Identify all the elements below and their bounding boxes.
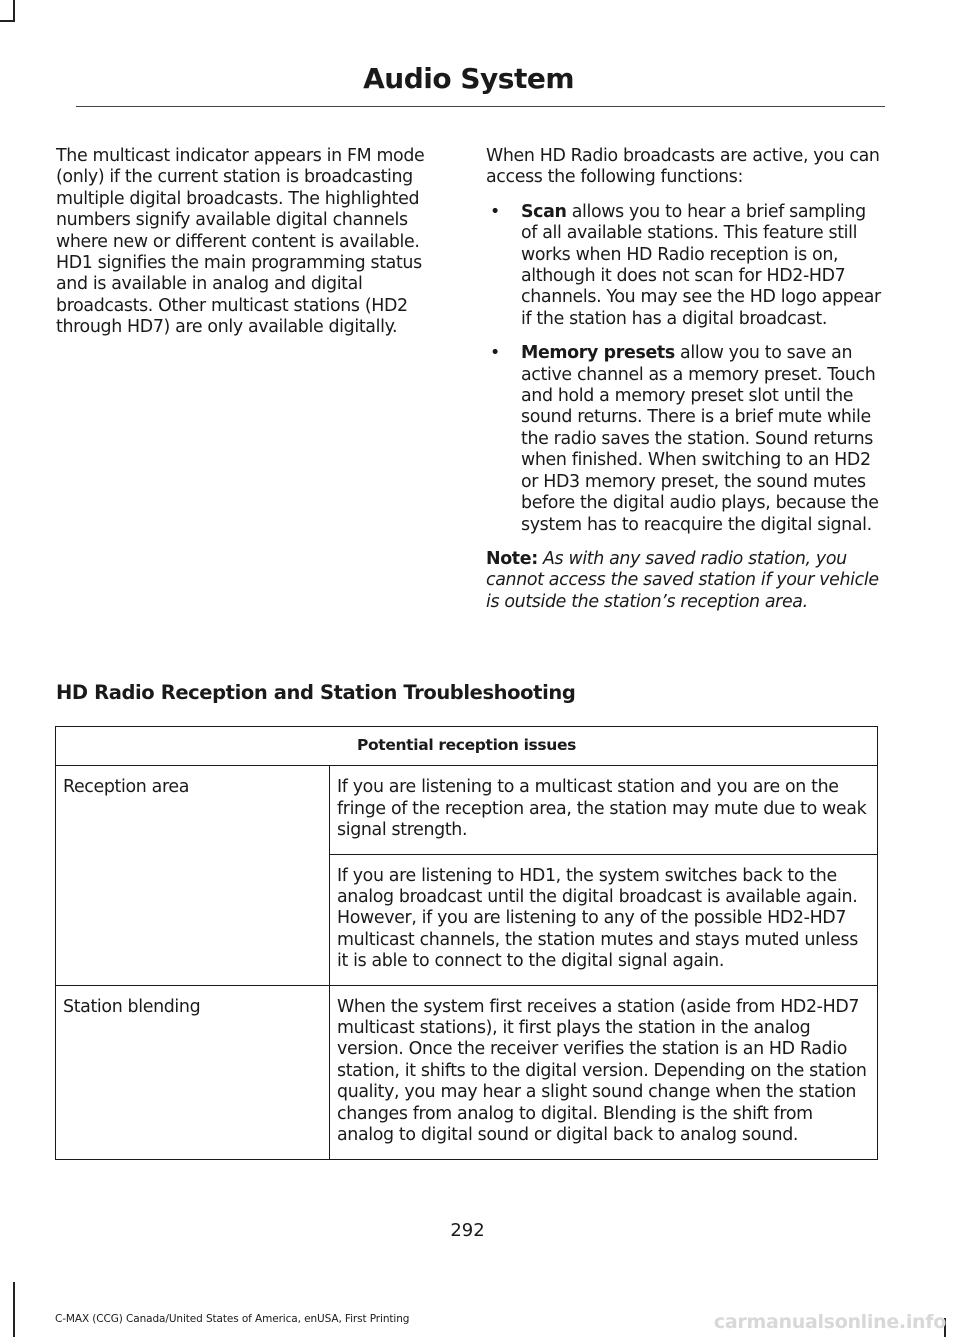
crop-mark-top-left-horizontal <box>0 20 15 22</box>
watermark: carmanualsonline.info <box>713 1311 946 1333</box>
page-number: 292 <box>450 1220 485 1241</box>
functions-list <box>486 202 882 536</box>
list-item-memory-presets <box>486 343 882 536</box>
note-text: As with any saved radio station, you cannot access the saved station if your vehicle is outside the station’s reception area. <box>486 548 879 612</box>
table-header-row <box>56 727 878 766</box>
right-column <box>486 146 882 626</box>
left-column <box>56 146 451 352</box>
reception-issues-table <box>55 726 878 1160</box>
list-item-term: Memory presets <box>521 343 675 364</box>
list-item-term: Scan <box>521 201 567 222</box>
page-title: Audio System <box>363 62 574 95</box>
table-header: Potential reception issues <box>56 727 878 766</box>
section-heading: HD Radio Reception and Station Troubleshooting <box>56 681 576 704</box>
row-label-reception-area: Reception area <box>56 766 330 985</box>
table-row <box>56 985 878 1159</box>
footer-text: C-MAX (CCG) Canada/United States of America, enUSA, First Printing <box>55 1313 410 1325</box>
multicast-paragraph: The multicast indicator appears in FM mode (only) if the current station is broadcasting multiple digital broadcasts. The highlighted numbers signify available digital channels where new or different content is available. HD1 signifies the main programming status and is available in analog and digital broadcasts. Other multicast stations (HD2 through HD7) are only available digitally. <box>56 146 425 338</box>
list-item-scan <box>486 202 882 330</box>
note-label: Note: <box>486 548 538 569</box>
row-text: If you are listening to a multicast station and you are on the fringe of the reception area, the station may mute due to weak signal strength. <box>330 766 878 854</box>
row-label-station-blending: Station blending <box>56 985 330 1159</box>
note-paragraph <box>486 549 882 613</box>
list-item-text: allows you to hear a brief sampling of all available stations. This feature still works when HD Radio reception is on, although it does not scan for HD2-HD7 channels. You may see the HD logo appear if the station has a digital broadcast. <box>521 201 881 329</box>
table-row <box>56 766 878 854</box>
crop-mark-bottom-left-vertical <box>13 1282 15 1337</box>
row-text: When the system first receives a station (aside from HD2-HD7 multicast stations), it first plays the station in the analog version. Once the receiver verifies the station is an HD Radio station, it shifts to the digital version. Depending on the station quality, you may hear a slight sound change when the station changes from analog to digital. Blending is the shift from analog to digital sound or digital back to analog sound. <box>330 985 878 1159</box>
intro-paragraph: When HD Radio broadcasts are active, you can access the following functions: <box>486 146 880 188</box>
title-divider <box>76 106 885 107</box>
row-text: If you are listening to HD1, the system switches back to the analog broadcast until the digital broadcast is available again. However, if you are listening to any of the possible HD2-HD7 multicast channels, the station mutes and stays muted unless it is able to connect to the digital signal again. <box>330 854 878 985</box>
list-item-text: allow you to save an active channel as a memory preset. Touch and hold a memory preset slot until the sound returns. There is a brief mute while the radio saves the station. Sound returns when finished. When switching to an HD2 or HD3 memory preset, the sound mutes before the digital audio plays, because the system has to reacquire the digital signal. <box>521 343 879 535</box>
crop-mark-top-left-vertical <box>13 0 15 22</box>
